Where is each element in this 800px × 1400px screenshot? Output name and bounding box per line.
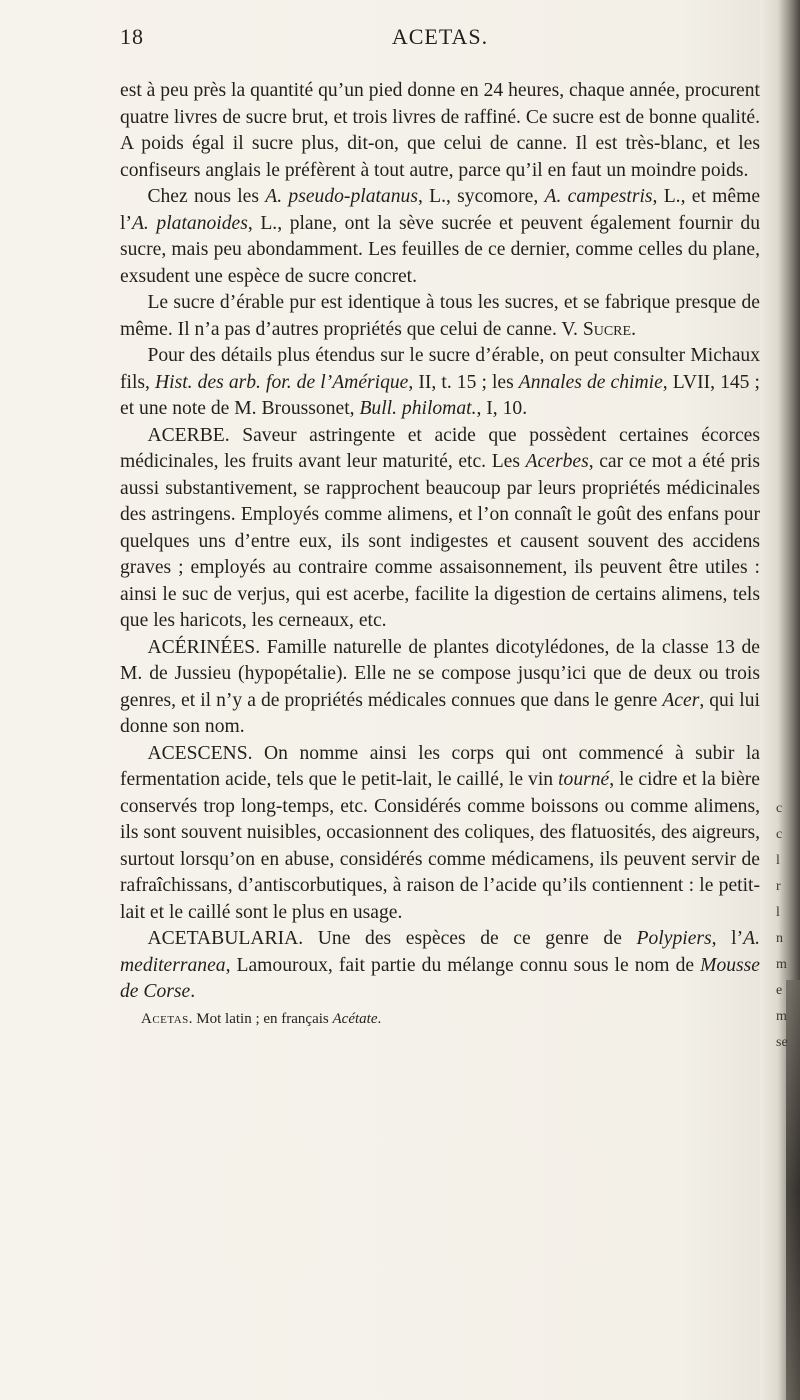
entry-acerbe: ACERBE. Saveur astringente et acide que possèdent certaines écorces médicinales, les fruits avant leur maturité, etc. Les Acerbes, car ce mot a été pris aussi substantivement, se rapprochent beaucoup par leurs propriétés médicinales des astringens. Employés comme alimens, et l’on connaît le goût des enfans pour quelques uns d’entre eux, ils sont indigestes et causent souvent des accidens graves ; employés au contraire comme assaisonnement, ils peuvent être utiles : ainsi le suc de verjus, qui est acerbe, facilite la digestion de certains alimens, tels que les haricots, les cerneaux, etc. xyxy=(120,424,760,631)
paragraph-maple-yield: est à peu près la quantité qu’un pied donne en 24 heures, chaque année, procurent quatre livres de sucre brut, et trois livres de raffiné. Ce sucre est de bonne qualité. A poids égal il sucre plus, dit-on, que celui de canne. Il est très-blanc, et les confiseurs anglais le préfèrent à tout autre, parce qu’il en faut un moindre poids. xyxy=(120,80,760,181)
footnote-acetas: Acetas. Mot latin ; en français Acétate. xyxy=(141,1010,382,1027)
running-title: ACETAS. xyxy=(391,24,489,49)
paragraph-references: Pour des détails plus étendus sur le sucre d’érable, on peut consulter Michaux fils, Hist. des arb. for. de l’Amérique, II, t. 15 ; les Annales de chimie, LVII, 145 ; et une note de M. Broussonet, Bull. philomat., I, 10. xyxy=(120,345,760,419)
page-header xyxy=(120,24,760,58)
paragraph-european-maples: Chez nous les A. pseudo-platanus, L., sycomore, A. campestris, L., et même l’A. platanoides, L., plane, ont la sève sucrée et peuvent également fournir du sucre, mais peu abondamment. Les feuilles de ce dernier, comme celles du plane, exsudent une espèce de sucre concret. xyxy=(120,186,761,287)
page-number: 18 xyxy=(120,24,144,49)
entry-acetabularia: ACETABULARIA. Une des espèces de ce genre de Polypiers, l’A. mediterranea, Lamouroux, fait partie du mélange connu sous le nom de Mousse de Corse. xyxy=(120,928,760,1002)
body-text xyxy=(120,78,760,1032)
entry-acerinees: ACÉRINÉES. Famille naturelle de plantes dicotylédones, de la classe 13 de M. de Jussieu (hypopétalie). Elle ne se compose jusqu’ici que de deux ou trois genres, et il n’y a de propriétés médicales connues que dans le genre Acer, qui lui donne son nom. xyxy=(120,636,760,737)
entry-acescens: ACESCENS. On nomme ainsi les corps qui ont commencé à subir la fermentation acide, tels que le petit-lait, le caillé, le vin tourné, le cidre et la bière conservés trop long-temps, etc. Considérés comme boissons ou comme alimens, ils sont souvent nuisibles, occasionnent des coliques, des flatuosités, des aigreurs, surtout lorsqu’on en abuse, considérés comme médicamens, ils peuvent servir de rafraîchissans, d’antiscorbutiques, à raison de l’acide qu’ils contiennent : le petit-lait et le caillé sont le plus en usage. xyxy=(120,742,760,923)
cross-reference-sucre: Sucre xyxy=(582,318,632,340)
paragraph-maple-sugar: Le sucre d’érable pur est identique à tous les sucres, et se fabrique presque de même. Il n’a pas d’autres propriétés que celui de canne. V. Sucre. xyxy=(120,292,760,340)
facing-page-fragments: c c l r l n m e m se xyxy=(776,801,788,1050)
